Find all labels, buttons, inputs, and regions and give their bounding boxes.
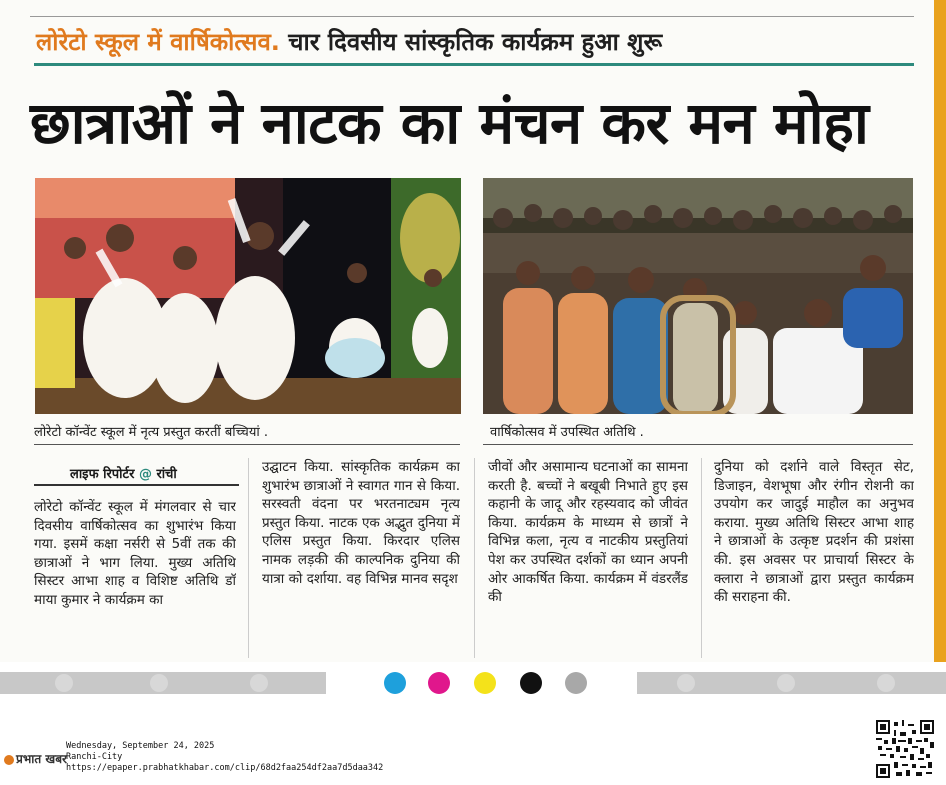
kicker-rule: [34, 63, 914, 66]
column-divider: [248, 458, 249, 658]
article-column-1: लोरेटो कॉन्वेंट स्कूल में मंगलवार से चार दिवसीय वार्षिकोत्सव का शुभारंभ किया गया. इसमें कक्षा नर्सरी से 5वीं तक की छात्राओं ने भाग लिया. मुख्य अतिथि सिस्टर आभा शाह व विशिष्ट अतिथि डॉ माया कुमार ने कार्यक्रम का: [34, 499, 236, 608]
clip-url[interactable]: https://epaper.prabhatkhabar.com/clip/68d2faa254df2aa7d5daa342: [66, 763, 384, 773]
yellow-swatch: [474, 672, 496, 694]
byline-rule: [34, 484, 239, 486]
clip-metadata: [66, 741, 383, 774]
registration-dot: [677, 674, 695, 692]
column-divider: [701, 458, 702, 658]
column-divider: [474, 458, 475, 658]
black-swatch: [520, 672, 542, 694]
byline-city: रांची: [156, 467, 177, 482]
article-column-2: उद्घाटन किया. सांस्कृतिक कार्यक्रम का शुभारंभ छात्राओं ने स्वागत गान से किया. सरस्वती वंदना पर भरतनाट्यम नृत्य प्रस्तुत किया. नाटक एक अद्भुत दुनिया में एलिस प्रस्तुत किया. किरदार एलिस नामक लड़की की काल्पनिक दुनिया की यात्रा को दर्शाया. वह विभिन्न मानव सदृश: [262, 459, 460, 587]
clip-edition: Ranchi-City: [66, 752, 123, 762]
registration-bar-right: [637, 672, 946, 694]
registration-dot: [777, 674, 795, 692]
page-edge-strip: [934, 0, 946, 662]
photo-caption-right: वार्षिकोत्सव में उपस्थित अतिथि .: [490, 425, 644, 440]
byline: [70, 464, 177, 482]
kicker: [36, 22, 916, 62]
magenta-swatch: [428, 672, 450, 694]
dance-photo: [35, 178, 461, 414]
headline: छात्राओं ने नाटक का मंचन कर मन मोहा: [30, 89, 869, 157]
byline-at: @: [134, 467, 157, 482]
registration-dot: [877, 674, 895, 692]
caption-rule-left: [34, 444, 460, 445]
top-rule: [30, 16, 914, 17]
kicker-highlight: लोरेटो स्कूल में वार्षिकोत्सव.: [36, 28, 280, 56]
publisher-logo-text: प्रभात खबर: [16, 752, 67, 766]
audience-photo: [483, 178, 913, 414]
qr-code-icon: [876, 720, 934, 778]
byline-name: लाइफ रिपोर्टर: [70, 467, 135, 482]
registration-dot: [150, 674, 168, 692]
registration-dot: [55, 674, 73, 692]
logo-sun-icon: [4, 755, 14, 765]
caption-rule-right: [483, 444, 913, 445]
article-column-4: दुनिया को दर्शाने वाले विस्तृत सेट, डिजाइन, वेशभूषा और रंगीन रोशनी का उपयोग कर जादुई माहौल का अनुभव कराया. मुख्य अतिथि सिस्टर आभा शाह ने छात्राओं के उत्कृष्ट प्रदर्शन की प्रशंसा की. इस अवसर पर प्राचार्या सिस्टर के क्लारा ने छात्राओं द्वारा प्रस्तुत कार्यक्रम की सराहना की.: [714, 459, 914, 606]
article-column-3: जीवों और असामान्य घटनाओं का सामना करती है. बच्चों ने बखूबी निभाते हुए इस कहानी के जादू और रहस्यवाद को जीवंत किया. कार्यक्रम के माध्यम से छात्रों ने विभिन्न कला, नृत्य व नाटकीय प्रस्तुतियां पेश कर उपस्थित दर्शकों का ध्यान अपनी ओर आकर्षित किया. कार्यक्रम में वंडरलैंड की: [488, 459, 688, 606]
kicker-text: चार दिवसीय सांस्कृतिक कार्यक्रम हुआ शुरू: [279, 28, 663, 56]
gray-swatch: [565, 672, 587, 694]
clip-date: Wednesday, September 24, 2025: [66, 741, 215, 751]
cyan-swatch: [384, 672, 406, 694]
publisher-logo: [4, 750, 67, 767]
registration-bar-left: [0, 672, 326, 694]
photo-caption-left: लोरेटो कॉन्वेंट स्कूल में नृत्य प्रस्तुत करतीं बच्चियां .: [34, 425, 268, 440]
registration-dot: [250, 674, 268, 692]
